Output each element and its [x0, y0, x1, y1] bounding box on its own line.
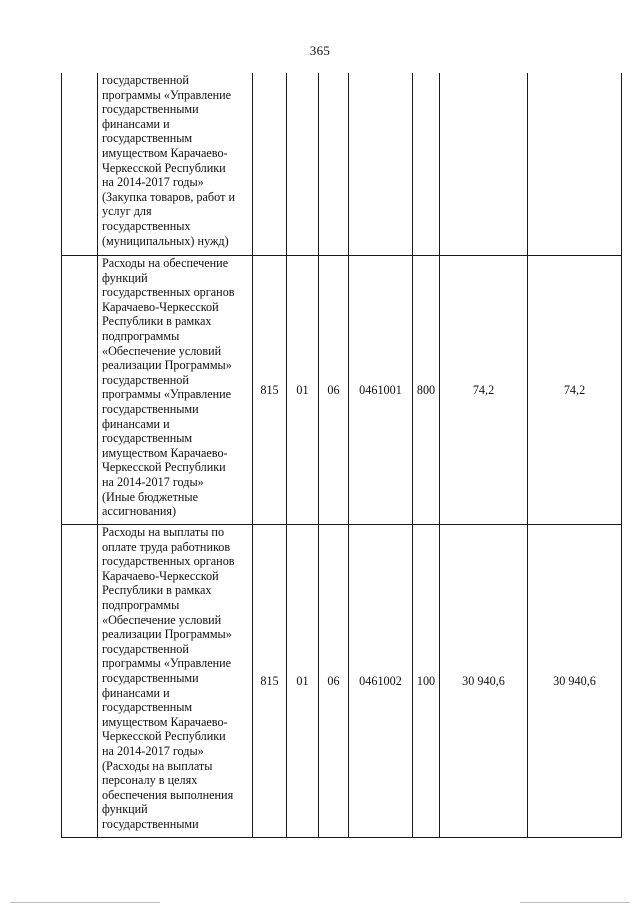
scan-footer-line	[520, 902, 630, 903]
amount-first: 74,2	[440, 256, 528, 525]
section-code: 01	[287, 256, 319, 525]
amount-first: 30 940,6	[440, 525, 528, 838]
scan-footer-line	[10, 902, 160, 903]
subsection-code	[319, 73, 349, 256]
page-number: 365	[309, 43, 331, 58]
ministry-code: 815	[253, 525, 287, 838]
amount-first	[440, 73, 528, 256]
row-number-cell	[62, 256, 98, 525]
subsection-code: 06	[319, 256, 349, 525]
row-number-cell	[62, 73, 98, 256]
target-article-code: 0461002	[349, 525, 413, 838]
target-article-code	[349, 73, 413, 256]
amount-second: 30 940,6	[528, 525, 622, 838]
expense-type-code: 100	[413, 525, 440, 838]
table-row	[62, 73, 622, 256]
expense-type-code: 800	[413, 256, 440, 525]
subsection-code: 06	[319, 525, 349, 838]
table-row	[62, 525, 622, 838]
row-number-cell	[62, 525, 98, 838]
expense-type-code	[413, 73, 440, 256]
amount-second: 74,2	[528, 256, 622, 525]
budget-table	[61, 73, 622, 838]
section-code: 01	[287, 525, 319, 838]
expense-description: Расходы на обеспечение функций государственных органов Карачаево-Черкесской Республики в рамках подпрограммы «Обеспечение условий реализации Программы» государственной программы «Управление государственными финансами и государственным имуществом Карачаево- Черкесской Республики на 2014-2017 годы» (Иные бюджетные ассигнования)	[98, 256, 253, 525]
ministry-code: 815	[253, 256, 287, 525]
section-code	[287, 73, 319, 256]
expense-description: Расходы на выплаты по оплате труда работников государственных органов Карачаево-Черкесской Республики в рамках подпрограммы «Обеспечение условий реализации Программы» государственной программы «Управление государственными финансами и государственным имуществом Карачаево- Черкесской Республики на 2014-2017 годы» (Расходы на выплаты персоналу в целях обеспечения выполнения функций государственными	[98, 525, 253, 838]
amount-second	[528, 73, 622, 256]
table-row	[62, 256, 622, 525]
target-article-code: 0461001	[349, 256, 413, 525]
expense-description: государственной программы «Управление государственными финансами и государственным имуществом Карачаево- Черкесской Республики на 2014-2017 годы» (Закупка товаров, работ и услуг для государственных (муниципальных) нужд)	[98, 73, 253, 256]
ministry-code	[253, 73, 287, 256]
